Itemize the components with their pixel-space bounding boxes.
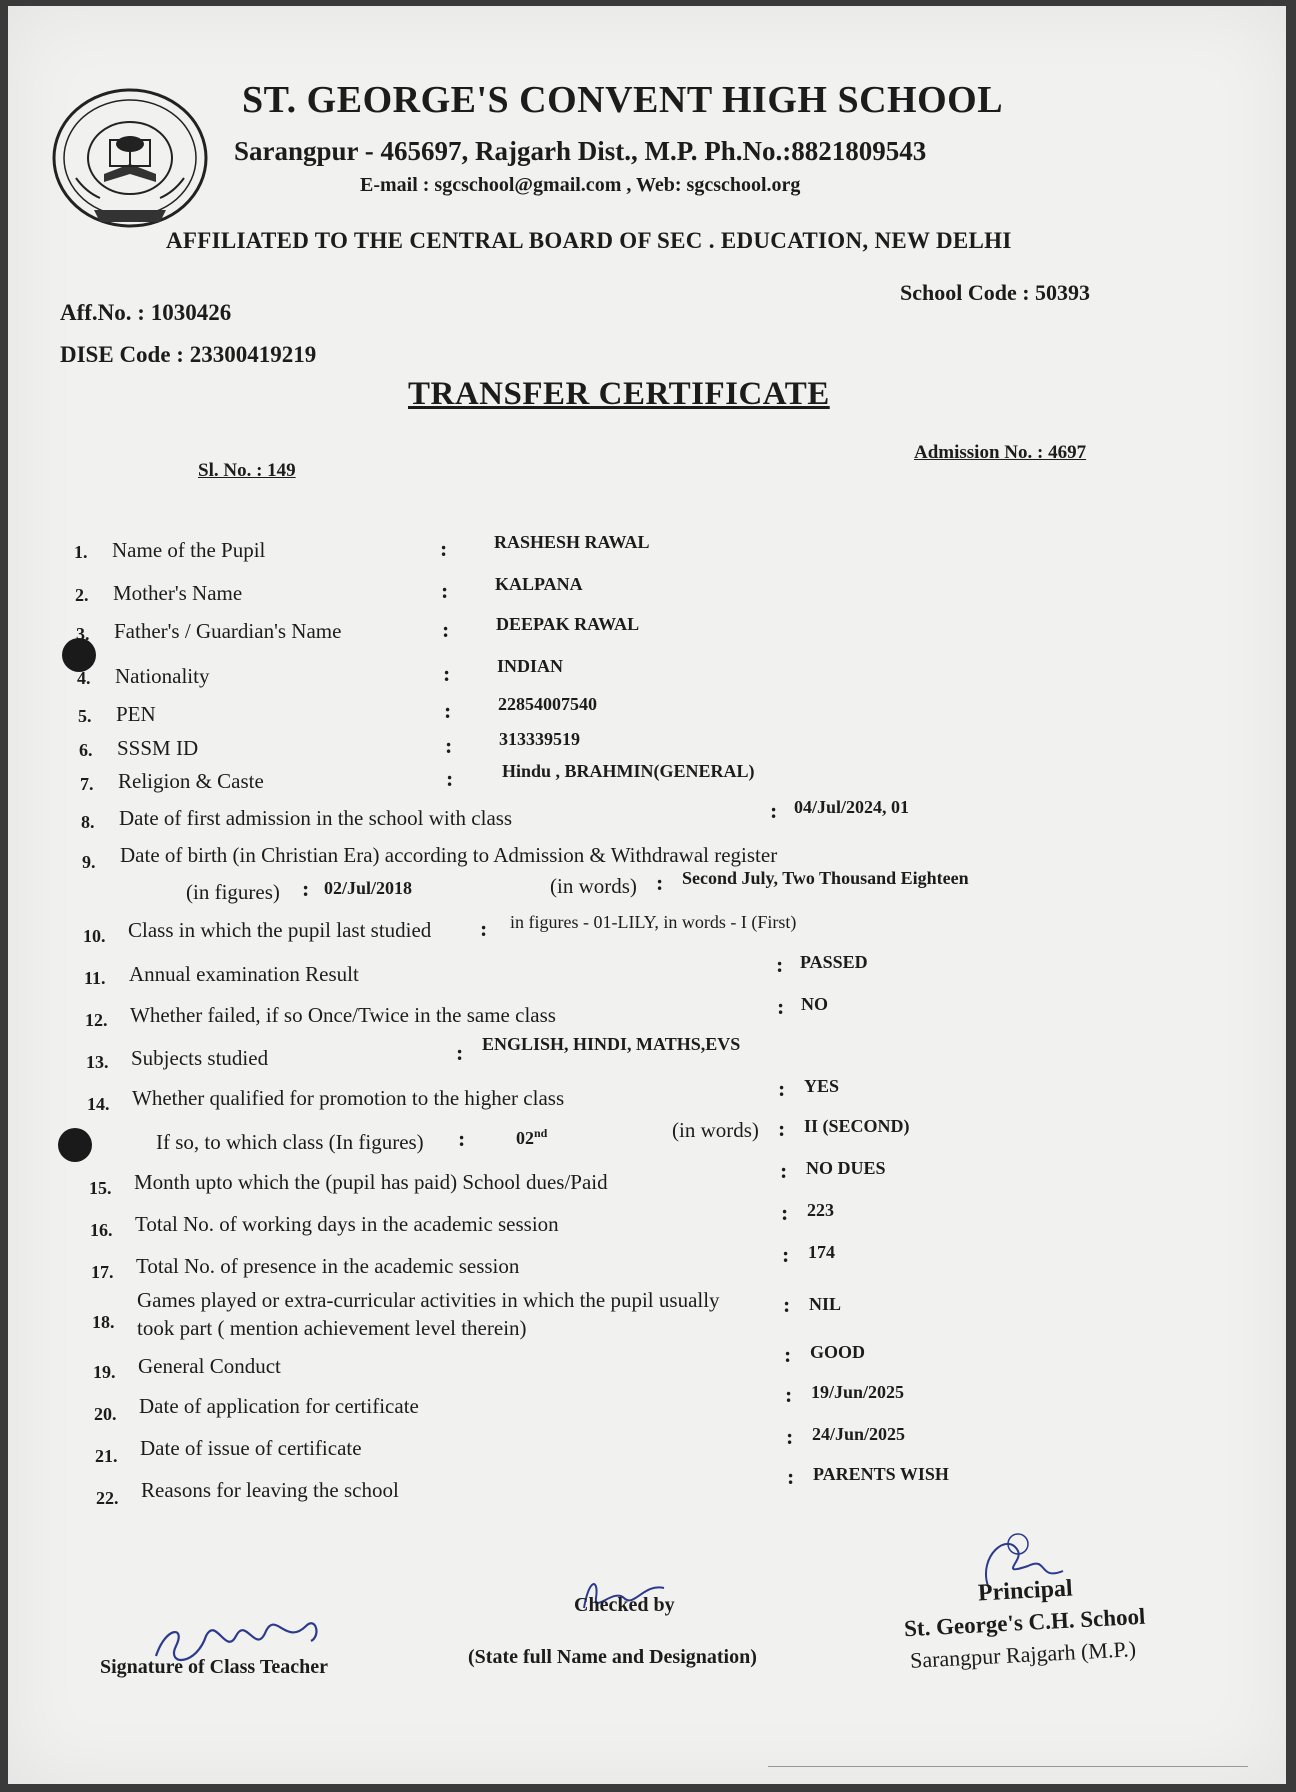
field-value: PASSED [800, 952, 868, 972]
field-number: 4. [77, 668, 91, 688]
field-colon: : [442, 617, 450, 642]
field-colon: : [458, 1126, 466, 1151]
field-value: 19/Jun/2025 [811, 1382, 905, 1402]
field-value-figures [516, 1126, 547, 1149]
field-value-words: Second July, Two Thousand Eighteen [682, 868, 969, 888]
school-code: School Code : 50393 [900, 280, 1091, 305]
field-colon: : [443, 661, 451, 686]
field-number: 6. [79, 740, 93, 760]
field-value: ENGLISH, HINDI, MATHS,EVS [482, 1034, 741, 1054]
field-label: Annual examination Result [129, 962, 359, 986]
field-value: NO DUES [806, 1158, 886, 1178]
field-number: 21. [95, 1446, 118, 1466]
field-label: Name of the Pupil [112, 538, 266, 562]
field-label: Mother's Name [113, 581, 243, 605]
field-colon: : [445, 733, 453, 758]
field-number: 14. [87, 1094, 110, 1114]
field-label: Subjects studied [131, 1046, 269, 1070]
field-label: Father's / Guardian's Name [114, 619, 342, 643]
field-label: Total No. of presence in the academic session [136, 1254, 520, 1278]
field-colon: : [456, 1040, 464, 1065]
punch-hole [58, 1128, 92, 1162]
field-value: GOOD [810, 1342, 866, 1362]
field-colon: : [778, 1076, 786, 1101]
field-number: 22. [96, 1488, 119, 1508]
field-colon: : [786, 1424, 794, 1449]
designation-label: (State full Name and Designation) [468, 1646, 757, 1668]
checked-by-label: Checked by [574, 1594, 675, 1616]
affiliation-number: Aff.No. : 1030426 [60, 300, 232, 325]
field-value: PARENTS WISH [813, 1464, 949, 1484]
school-name: ST. GEORGE'S CONVENT HIGH SCHOOL [242, 79, 1004, 121]
field-colon: : [441, 578, 449, 603]
field-value: 04/Jul/2024, 01 [794, 797, 910, 817]
school-address: Sarangpur - 465697, Rajgarh Dist., M.P. Ph.No.:8821809543 [234, 136, 927, 166]
field-number: 1. [74, 542, 88, 562]
school-seal-logo [46, 82, 216, 232]
field-value: 22854007540 [498, 694, 597, 714]
field-colon: : [784, 1342, 792, 1367]
field-colon: : [785, 1382, 793, 1407]
field-label: Date of birth (in Christian Era) according to Admission & Withdrawal register [120, 843, 778, 867]
school-contact: E-mail : sgcschool@gmail.com , Web: sgcschool.org [360, 174, 801, 196]
field-number: 12. [85, 1010, 108, 1030]
field-number: 18. [92, 1312, 115, 1332]
field-colon: : [782, 1242, 790, 1267]
field-value: 223 [807, 1200, 834, 1220]
page-bottom-rule [768, 1766, 1248, 1767]
field-colon: : [302, 876, 310, 901]
field-label: Class in which the pupil last studied [128, 918, 432, 942]
field-label: Date of application for certificate [139, 1394, 419, 1418]
field-sublabel: (in words) [550, 874, 637, 898]
field-value-words: II (SECOND) [804, 1116, 910, 1136]
field-label: Religion & Caste [118, 769, 264, 793]
field-colon: : [440, 536, 448, 561]
field-number: 11. [84, 968, 106, 988]
field-value: DEEPAK RAWAL [496, 614, 640, 634]
field-colon: : [778, 1116, 786, 1141]
field-label: Reasons for leaving the school [141, 1478, 399, 1502]
field-colon: : [444, 698, 452, 723]
field-number: 16. [90, 1220, 113, 1240]
field-label: SSSM ID [117, 736, 199, 760]
field-label: Games played or extra-curricular activities in which the pupil usually [137, 1288, 720, 1312]
field-number: 3. [76, 624, 90, 644]
field-value: YES [804, 1076, 840, 1096]
field-colon: : [777, 994, 785, 1019]
field-sublabel: (in words) [672, 1118, 759, 1142]
field-colon: : [783, 1292, 791, 1317]
field-value: 24/Jun/2025 [812, 1424, 906, 1444]
field-label: Total No. of working days in the academic session [135, 1212, 559, 1236]
field-label: PEN [116, 702, 156, 726]
field-colon: : [446, 766, 454, 791]
field-number: 15. [89, 1178, 112, 1198]
field-label: Whether qualified for promotion to the higher class [132, 1086, 565, 1110]
field-sublabel: If so, to which class (In figures) [156, 1130, 424, 1154]
field-number: 9. [82, 852, 96, 872]
field-colon: : [480, 916, 488, 941]
field-value: INDIAN [497, 656, 564, 676]
field-sublabel: (in figures) [186, 880, 280, 904]
field-colon: : [780, 1158, 788, 1183]
admission-number: Admission No. : 4697 [914, 442, 1087, 463]
class-teacher-label: Signature of Class Teacher [100, 1656, 328, 1678]
field-value: 313339519 [499, 729, 580, 749]
field-value: in figures - 01-LILY, in words - I (First) [510, 912, 797, 932]
field-number: 10. [83, 926, 106, 946]
field-value-figures: 02/Jul/2018 [324, 878, 413, 898]
field-value: KALPANA [495, 574, 583, 594]
principal-place: Sarangpur Rajgarh (M.P.) [909, 1636, 1137, 1673]
field-label: Date of first admission in the school with class [119, 806, 513, 830]
field-value: 174 [808, 1242, 835, 1262]
field-number: 8. [81, 812, 95, 832]
field-colon: : [776, 952, 784, 977]
field-number: 7. [80, 774, 94, 794]
field-label: Nationality [115, 664, 210, 688]
principal-school: St. George's C.H. School [903, 1603, 1146, 1642]
class-number: 02 [516, 1128, 534, 1148]
certificate-sheet [8, 6, 1286, 1784]
field-value: RASHESH RAWAL [494, 532, 650, 552]
document-title: TRANSFER CERTIFICATE [408, 376, 830, 412]
field-colon: : [787, 1464, 795, 1489]
field-number: 17. [91, 1262, 114, 1282]
field-colon: : [781, 1200, 789, 1225]
field-label: Month upto which the (pupil has paid) School dues/Paid [134, 1170, 608, 1194]
class-ordinal: nd [534, 1126, 548, 1140]
serial-number: Sl. No. : 149 [198, 460, 296, 481]
field-value: NIL [809, 1294, 842, 1314]
dise-code: DISE Code : 23300419219 [60, 342, 317, 367]
field-value: Hindu , BRAHMIN(GENERAL) [502, 761, 755, 781]
affiliation-line: AFFILIATED TO THE CENTRAL BOARD OF SEC . EDUCATION, NEW DELHI [166, 228, 1012, 253]
field-label: Date of issue of certificate [140, 1436, 362, 1460]
field-colon: : [770, 798, 778, 823]
field-label: took part ( mention achievement level therein) [137, 1316, 527, 1340]
field-number: 20. [94, 1404, 117, 1424]
field-colon: : [656, 870, 664, 895]
field-label: General Conduct [138, 1354, 281, 1378]
field-number: 5. [78, 706, 92, 726]
field-label: Whether failed, if so Once/Twice in the same class [130, 1003, 556, 1027]
field-number: 13. [86, 1052, 109, 1072]
principal-title: Principal [977, 1575, 1074, 1607]
field-value: NO [801, 994, 828, 1014]
field-number: 2. [75, 585, 89, 605]
field-number: 19. [93, 1362, 116, 1382]
